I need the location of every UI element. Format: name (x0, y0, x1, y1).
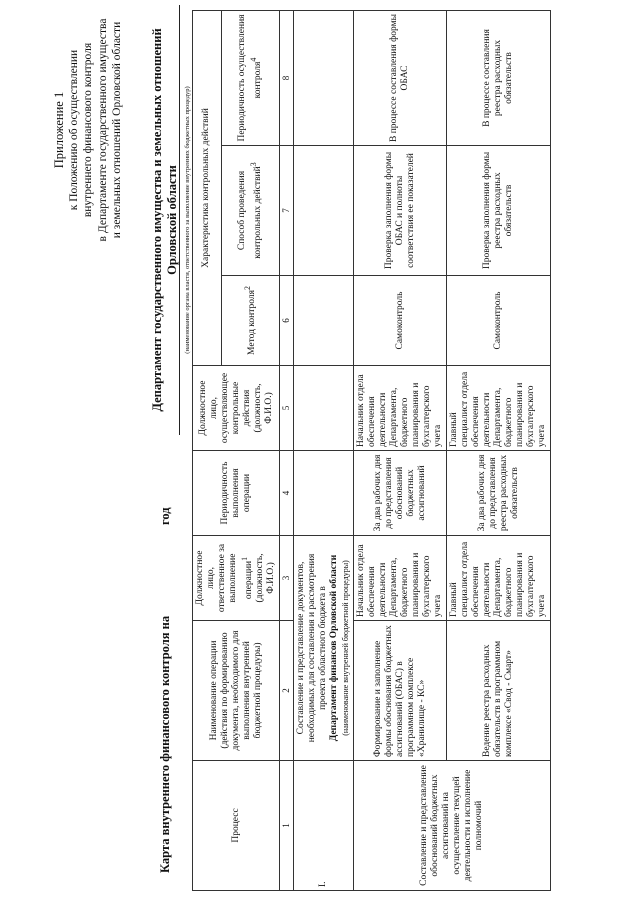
controller-cell: Главный специалист отдела обеспечения деятельности Департамента, бюджетного планирования и бухгалтерского учета (447, 366, 551, 451)
organization-title (150, 5, 195, 435)
empty-cell (294, 276, 354, 366)
footnote-mark: 4 (248, 57, 258, 62)
section-number: I. (294, 761, 354, 891)
empty-cell (294, 366, 354, 451)
column-number: 7 (280, 146, 294, 276)
header-method-text: Метод контроля (247, 289, 258, 355)
footnote-mark: 3 (248, 162, 258, 167)
operation-cell: Ведение реестра расходных обязательств в программном комплексе «Свод - Смарт» (447, 621, 551, 761)
operation-cell: Формирование и заполнение формы обоснования бюджетных ассигнований (ОБАС) в программном комплексе «Хранилище - КС» (354, 621, 447, 761)
header-method (221, 276, 279, 366)
section-title (294, 536, 354, 761)
document-title-year: год (158, 507, 172, 525)
appendix-title: Приложение 1 (52, 91, 66, 169)
periodicity-cell: За два рабочих дня до представления обоснований бюджетных ассигнований (354, 451, 447, 536)
responsible-cell: Начальник отдела обеспечения деятельности Департамента, бюджетного планирования и бухгалтерского учета (354, 536, 447, 621)
document-title: Карта внутреннего финансового контроля на (158, 615, 172, 873)
control-period-cell: В процессе составления формы ОБАС (354, 11, 447, 146)
section-row (294, 11, 354, 891)
header-process: Процесс (193, 761, 280, 891)
appendix-line: внутреннего финансового контроля (82, 42, 94, 218)
empty-cell (294, 451, 354, 536)
header-control-period (221, 11, 279, 146)
footnote-mark: 1 (240, 556, 249, 561)
header-responsible-tail: (должность, Ф.И.О.) (255, 553, 277, 603)
header-control-period-text: Периодичность осуществления контроля (236, 14, 264, 142)
section-text: Составление и представление документов, необходимых для составления и рассмотрения проекта областного бюджета в (296, 553, 329, 743)
empty-cell (294, 11, 354, 146)
header-responsible-text: Должностное лицо, ответственное за выполнение операции (195, 543, 255, 613)
column-number: 8 (280, 11, 294, 146)
column-number-row (280, 11, 294, 891)
header-controller (193, 366, 280, 451)
empty-cell (294, 146, 354, 276)
column-number: 2 (280, 621, 294, 761)
header-operation: Наименование операции (действия по формированию документа, необходимого для выполнения внутренней бюджетной процедуры) (193, 621, 280, 761)
footnote-mark: 2 (243, 286, 253, 290)
process-name: Составление и представление обоснований бюджетных ассигнований на осуществление текущей деятельности и исполнение полномочий (354, 761, 551, 891)
table-row (354, 11, 447, 891)
organization-caption: (наименование органа власти, ответственного за выполнение внутренних бюджетных процедур) (184, 86, 191, 354)
header-controller-text: Должностное лицо, осуществляющее контрольные действия (197, 372, 252, 444)
appendix-line: и земельных отношений Орловской области (111, 21, 123, 239)
method-cell: Самоконтроль (354, 276, 447, 366)
controller-cell: Начальник отдела обеспечения деятельности Департамента, бюджетного планирования и бухгалтерского учета (354, 366, 447, 451)
appendix-line: в Департаменте государственного имущества (96, 18, 109, 242)
column-number: 6 (280, 276, 294, 366)
appendix-line: к Положению об осуществлении (67, 49, 80, 211)
header-row (193, 11, 222, 891)
column-number: 5 (280, 366, 294, 451)
control-period-cell: В процессе составления реестра расходных обязательств (447, 11, 551, 146)
organization-name-line2: Орловской области (165, 5, 180, 435)
column-number: 3 (280, 536, 294, 621)
method-cell: Самоконтроль (447, 276, 551, 366)
way-cell: Проверка заполнения формы ОБАС и полноты соответствия ее показателей (354, 146, 447, 276)
section-caption: (наименование внутренней бюджетной процедуры) (341, 560, 351, 736)
header-responsible (193, 536, 280, 621)
control-map-table (192, 10, 551, 891)
periodicity-cell: За два рабочих дня до представления реестра расходных обязательств (447, 451, 551, 536)
organization-name-line1: Департамент государственного имущества и земельных отношений (150, 28, 164, 412)
header-periodicity: Периодичность выполнения операции (193, 451, 280, 536)
column-number: 1 (280, 761, 294, 891)
table-row (447, 11, 551, 891)
way-cell: Проверка заполнения формы реестра расходных обязательств (447, 146, 551, 276)
header-way (221, 146, 279, 276)
header-controller-tail: (должность, Ф.И.О.) (252, 383, 274, 433)
column-number: 4 (280, 451, 294, 536)
section-org: Департамент финансов Орловской области (329, 554, 340, 742)
responsible-cell: Главный специалист отдела обеспечения деятельности Департамента, бюджетного планирования и бухгалтерского учета (447, 536, 551, 621)
header-characteristics: Характеристика контрольных действий (193, 11, 222, 366)
appendix-note (52, 15, 125, 245)
header-way-text: Способ проведения контрольных действий (236, 166, 264, 259)
